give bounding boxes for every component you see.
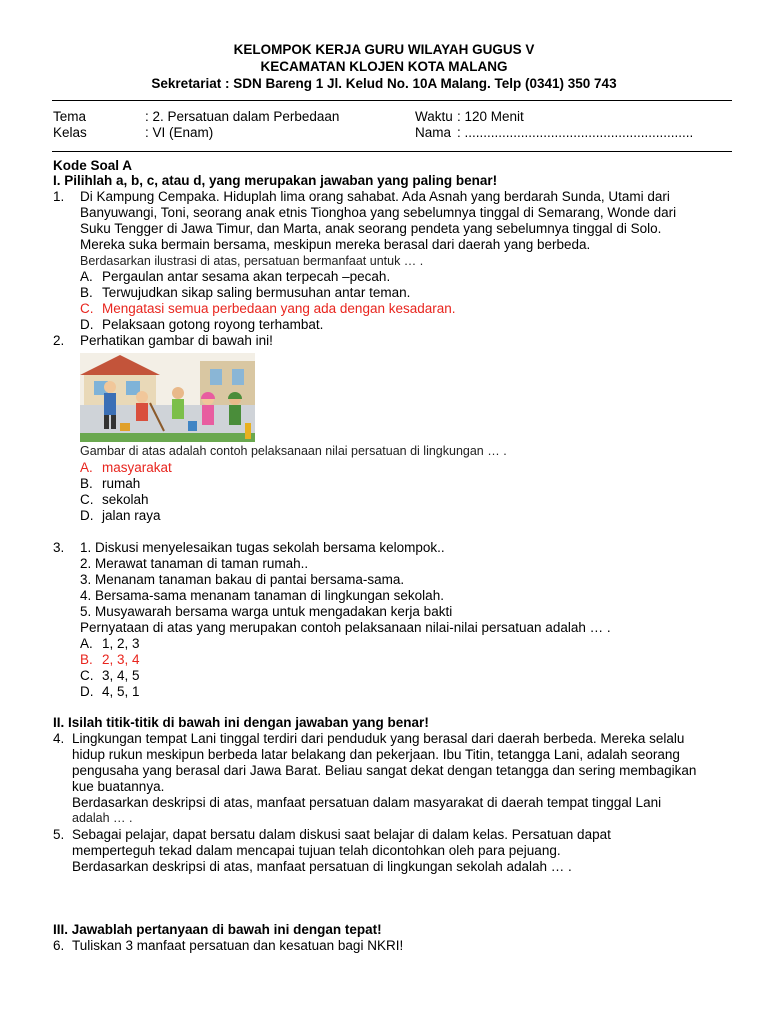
kelas-value: : VI (Enam) bbox=[145, 125, 214, 140]
q1-line: Banyuwangi, Toni, seorang anak etnis Tionghoa yang sebelumnya tinggal di Semarang, Wonde dari bbox=[80, 205, 677, 220]
q3-statement: 2. Merawat tanaman di taman rumah.. bbox=[80, 556, 309, 571]
q4-line: Berdasarkan deskripsi di atas, manfaat persatuan dalam masyarakat di daerah tempat tinggal Lani bbox=[72, 795, 662, 810]
q5-line: Sebagai pelajar, dapat bersatu dalam diskusi saat belajar di dalam kelas. Persatuan dapat bbox=[72, 827, 611, 842]
section-3-heading: III. Jawablah pertanyaan di bawah ini dengan tepat! bbox=[53, 922, 382, 937]
header-line-2: KECAMATAN KLOJEN KOTA MALANG bbox=[260, 59, 508, 74]
q2-option-c: sekolah bbox=[102, 492, 149, 507]
q3-statement: 5. Musyawarah bersama warga untuk mengadakan kerja bakti bbox=[80, 604, 453, 619]
letterhead bbox=[0, 41, 768, 92]
q4-line: Lingkungan tempat Lani tinggal terdiri dari penduduk yang berasal dari daerah berbeda. Mereka selalu bbox=[72, 731, 685, 746]
q2-option-d: jalan raya bbox=[102, 508, 161, 523]
q2-option-b-letter: B. bbox=[80, 476, 93, 491]
q4-line: kue buatannya. bbox=[72, 779, 165, 794]
q5-line: memperteguh tekad dalam mencapai tujuan telah dicontohkan oleh para pejuang. bbox=[72, 843, 561, 858]
q4-line: adalah … . bbox=[72, 811, 133, 825]
q3-number: 3. bbox=[53, 540, 65, 555]
q3-statement: 3. Menanam tanaman bakau di pantai bersama-sama. bbox=[80, 572, 405, 587]
q1-option-d: Pelaksaan gotong royong terhambat. bbox=[102, 317, 324, 332]
kelas-label: Kelas bbox=[53, 125, 87, 140]
q3-option-d: 4, 5, 1 bbox=[102, 684, 140, 699]
community-cleanup-illustration bbox=[80, 353, 255, 442]
q3-option-c: 3, 4, 5 bbox=[102, 668, 140, 683]
tema-label: Tema bbox=[53, 109, 87, 124]
header-divider bbox=[52, 100, 732, 101]
nama-field: : ............................................................. bbox=[457, 125, 694, 140]
q2-prompt: Gambar di atas adalah contoh pelaksanaan nilai persatuan di lingkungan … . bbox=[80, 444, 507, 458]
q6-number: 6. bbox=[53, 938, 65, 953]
q3-option-a-letter: A. bbox=[80, 636, 93, 651]
q1-option-b-letter: B. bbox=[80, 285, 93, 300]
q3-statement: 4. Bersama-sama menanam tanaman di lingkungan sekolah. bbox=[80, 588, 444, 603]
q3-option-b-letter: B. bbox=[80, 652, 93, 667]
q2-text: Perhatikan gambar di bawah ini! bbox=[80, 333, 273, 348]
header-line-3: Sekretariat : SDN Bareng 1 Jl. Kelud No. 10A Malang. Telp (0341) 350 743 bbox=[151, 76, 617, 91]
q1-line: Di Kampung Cempaka. Hiduplah lima orang sahabat. Ada Asnah yang berdarah Sunda, Utami dari bbox=[80, 189, 670, 204]
info-divider bbox=[52, 151, 732, 152]
waktu-label: Waktu bbox=[415, 109, 453, 124]
tema-value: : 2. Persatuan dalam Perbedaan bbox=[145, 109, 340, 124]
q3-option-a: 1, 2, 3 bbox=[102, 636, 140, 651]
q2-option-d-letter: D. bbox=[80, 508, 94, 523]
q1-number: 1. bbox=[53, 189, 65, 204]
q2-number: 2. bbox=[53, 333, 65, 348]
nama-label: Nama bbox=[415, 125, 452, 140]
q2-option-a-letter: A. bbox=[80, 460, 93, 475]
q1-line: Suku Tengger di Jawa Timur, dan Marta, anak seorang pendeta yang sebelumnya tinggal di Solo. bbox=[80, 221, 662, 236]
q1-option-c-letter: C. bbox=[80, 301, 94, 316]
header-line-1: KELOMPOK KERJA GURU WILAYAH GUGUS V bbox=[233, 42, 535, 57]
q3-option-b-answer: 2, 3, 4 bbox=[102, 652, 140, 667]
q4-number: 4. bbox=[53, 731, 65, 746]
q4-line: pengusaha yang berasal dari Jawa Barat. Beliau sangat dekat dengan tetangga dan sering membagikan bbox=[72, 763, 697, 778]
q1-option-a-letter: A. bbox=[80, 269, 93, 284]
q1-option-c-answer: Mengatasi semua perbedaan yang ada dengan kesadaran. bbox=[102, 301, 456, 316]
section-1-heading: I. Pilihlah a, b, c, atau d, yang merupakan jawaban yang paling benar! bbox=[53, 173, 498, 188]
q1-prompt: Berdasarkan ilustrasi di atas, persatuan bermanfaat untuk … . bbox=[80, 254, 424, 268]
q2-option-b: rumah bbox=[102, 476, 141, 491]
q2-option-c-letter: C. bbox=[80, 492, 94, 507]
q3-option-c-letter: C. bbox=[80, 668, 94, 683]
waktu-value: : 120 Menit bbox=[457, 109, 524, 124]
q1-option-b: Terwujudkan sikap saling bermusuhan antar teman. bbox=[102, 285, 411, 300]
q5-number: 5. bbox=[53, 827, 65, 842]
q2-option-a-answer: masyarakat bbox=[102, 460, 172, 475]
q3-prompt: Pernyataan di atas yang merupakan contoh pelaksanaan nilai-nilai persatuan adalah … . bbox=[80, 620, 611, 635]
q1-option-a: Pergaulan antar sesama akan terpecah –pecah. bbox=[102, 269, 391, 284]
kode-soal: Kode Soal A bbox=[53, 158, 133, 173]
q4-line: hidup rukun meskipun berbeda latar belakang dan pekerjaan. Ibu Titin, tetangga Lani, adalah seorang bbox=[72, 747, 680, 762]
q1-option-d-letter: D. bbox=[80, 317, 94, 332]
q1-line: Mereka suka bermain bersama, meskipun mereka berasal dari daerah yang berbeda. bbox=[80, 237, 591, 252]
section-2-heading: II. Isilah titik-titik di bawah ini dengan jawaban yang benar! bbox=[53, 715, 429, 730]
q3-option-d-letter: D. bbox=[80, 684, 94, 699]
q5-line: Berdasarkan deskripsi di atas, manfaat persatuan di lingkungan sekolah adalah … . bbox=[72, 859, 572, 874]
q6-text: Tuliskan 3 manfaat persatuan dan kesatuan bagi NKRI! bbox=[72, 938, 404, 953]
q3-statement: 1. Diskusi menyelesaikan tugas sekolah bersama kelompok.. bbox=[80, 540, 445, 555]
